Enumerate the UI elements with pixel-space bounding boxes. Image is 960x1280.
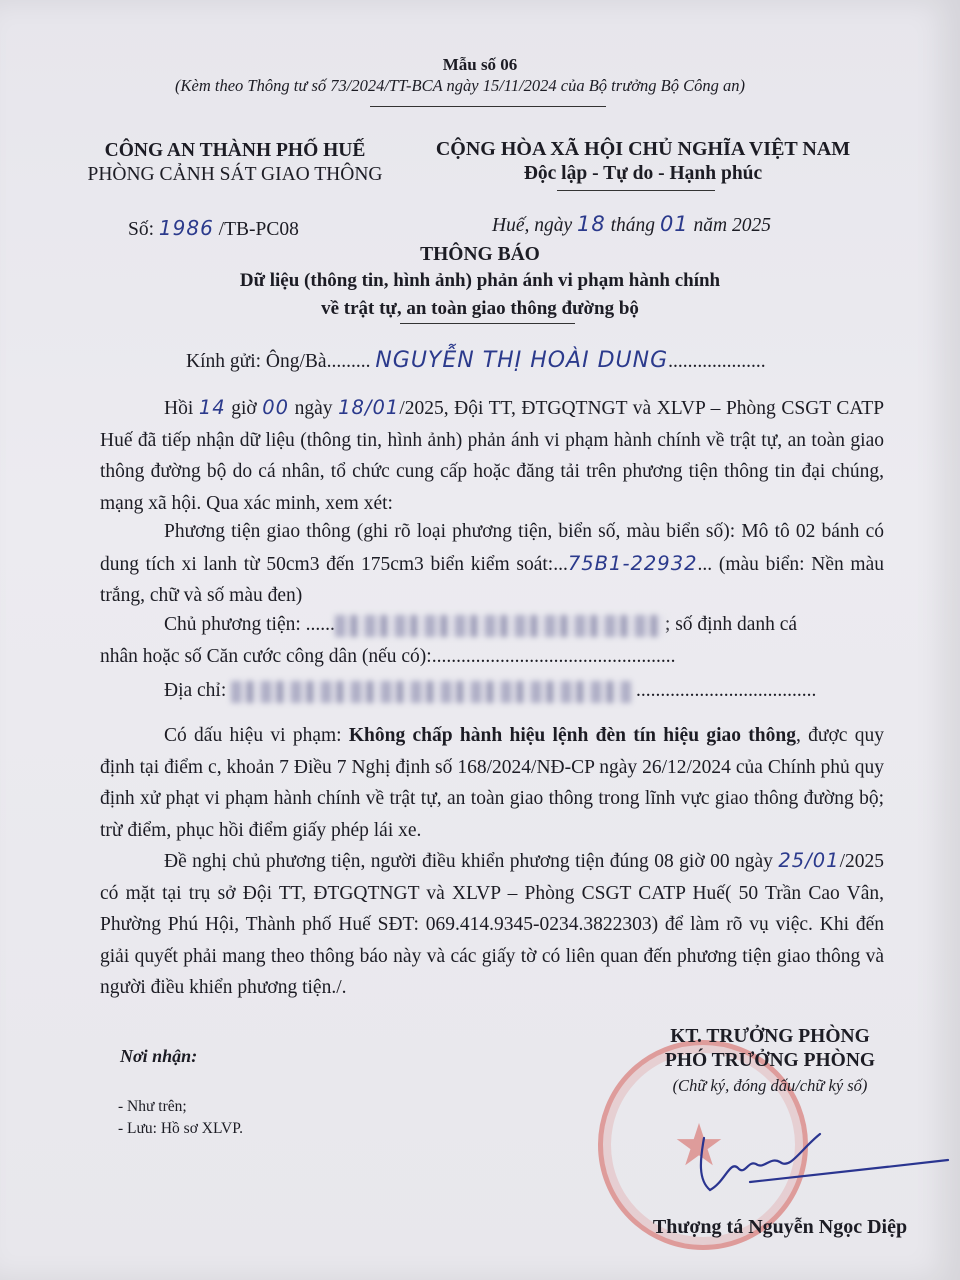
form-number: Mẫu số 06	[442, 55, 518, 74]
date-day: 18	[577, 212, 606, 236]
addressee: Kính gửi: Ông/Bà......... NGUYỄN THỊ HOÀI DUNG....................	[186, 348, 766, 373]
p1-date: 18/01	[338, 396, 400, 419]
vehicle-text: Phương tiện giao thông (ghi rõ loại phương tiện, biển số, màu biển số): Mô tô 02 bánh có dung tích xi lanh từ 50cm3 đến 175cm3 biển kiểm soát:	[100, 521, 884, 575]
nation-motto: Độc lập - Tự do - Hạnh phúc	[523, 163, 763, 184]
address-label: Địa chỉ:	[164, 680, 227, 701]
recipient-item: - Như trên;	[118, 1098, 187, 1115]
request-date: 25/01	[778, 849, 840, 872]
recipient-item: - Lưu: Hồ sơ XLVP.	[118, 1120, 243, 1137]
p1-text: /2025, Đội TT, ĐTGQTNGT và XLVP – Phòng CSGT CATP Huế đã tiếp nhận dữ liệu (thông tin, hình ảnh) phản ánh vi phạm hành chính về trật tự, an toàn giao thông đường bộ do cá nhân, tổ chức cung cấp hoặc đăng tải trên phương tiện thông tin đại chúng, mạng xã hội. Qua xác minh, xem xét:	[100, 398, 885, 514]
owner-tail: ; số định danh cá	[664, 614, 798, 635]
address-redacted	[231, 681, 631, 703]
paragraph-receipt	[100, 392, 884, 519]
date-month: 01	[659, 212, 689, 236]
divider	[370, 106, 606, 107]
request-text: /2025 có mặt tại trụ sở Đội TT, ĐTGQTNGT và XLVP – Phòng CSGT CATP Huế( 50 Trần Cao Vân, Phường Phú Hội, Thành phố Huế SĐT: 069.414.9345-0234.3822303) để làm rõ vụ việc. Khi đến giải quyết phải mang theo thông báo này và các giấy tờ có liên quan đến phương tiện giao thông và người điều khiển phương tiện./.	[100, 851, 885, 998]
p1-date-label: ngày	[294, 398, 333, 419]
number-suffix: /TB-PC08	[218, 219, 299, 240]
date-year: năm 2025	[693, 215, 772, 236]
document-subtitle-1: Dữ liệu (thông tin, hình ảnh) phản ánh vi phạm hành chính	[239, 270, 721, 291]
paragraph-violation	[100, 720, 884, 846]
violation-name: Không chấp hành hiệu lệnh đèn tín hiệu giao thông	[348, 725, 796, 746]
number-label: Số:	[128, 219, 155, 240]
owner-row: Chủ phương tiện: ...... ; số định danh cá	[164, 614, 798, 635]
signature-note: (Chữ ký, đóng dấu/chữ ký số)	[672, 1076, 868, 1095]
document-date	[492, 212, 771, 237]
violation-text: , được quy định tại điểm c, khoản 7 Điều 7 Nghị định số 168/2024/NĐ-CP ngày 26/12/2024 của Chính phủ quy định xử phạt vi phạm hành chính về trật tự, an toàn giao thông trong lĩnh vực giao thông đường bộ; trừ điểm, phục hồi điểm giấy phép lái xe.	[100, 725, 884, 841]
owner-redacted	[335, 615, 665, 637]
addressee-name: NGUYỄN THỊ HOÀI DUNG	[375, 348, 669, 373]
addressee-label: Kính gửi: Ông/Bà	[186, 351, 327, 372]
p1-hour: 14	[198, 396, 226, 419]
motto-underline	[557, 190, 715, 191]
signature-title-2: PHÓ TRƯỞNG PHÒNG	[664, 1050, 876, 1071]
paragraph-request	[100, 845, 884, 1004]
violation-label: Có dấu hiệu vi phạm:	[164, 725, 342, 746]
request-prefix: Đề nghị chủ phương tiện, người điều khiển phương tiện đúng 08 giờ 00 ngày	[164, 851, 773, 872]
form-reference: (Kèm theo Thông tư số 73/2024/TT-BCA ngày 15/11/2024 của Bộ trưởng Bộ Công an)	[175, 76, 745, 95]
document-number	[128, 216, 299, 241]
nation-title: CỘNG HÒA XÃ HỘI CHỦ NGHĨA VIỆT NAM	[435, 138, 851, 160]
agency-department: PHÒNG CẢNH SÁT GIAO THÔNG	[87, 164, 383, 185]
document-title: THÔNG BÁO	[420, 244, 540, 265]
agency-name: CÔNG AN THÀNH PHỐ HUẾ	[104, 140, 366, 161]
title-underline	[400, 323, 575, 324]
date-month-label: tháng	[610, 215, 656, 236]
id-row: nhân hoặc số Căn cước công dân (nếu có):..................................................	[100, 646, 676, 667]
paragraph-vehicle: Phương tiện giao thông (ghi rõ loại phương tiện, biển số, màu biển số): Mô tô 02 bánh có dung tích xi lanh từ 50cm3 đến 175cm3 biển kiểm soát:...75B1-22932... (màu biển: Nền màu trắng, chữ và số màu đen)	[100, 521, 884, 606]
p1-hour-label: giờ	[231, 398, 257, 419]
address-row: Địa chỉ: .....................................	[164, 680, 817, 701]
p1-minute: 00	[262, 396, 290, 419]
p1-prefix: Hồi	[164, 398, 194, 419]
owner-label: Chủ phương tiện:	[164, 614, 301, 635]
vehicle-plate-color: (màu biển: Nền màu trắng, chữ và số màu đen)	[100, 553, 884, 606]
signer-name: Thượng tá Nguyễn Ngọc Diệp	[652, 1216, 908, 1238]
date-prefix: Huế, ngày	[492, 215, 573, 236]
document-subtitle-2: về trật tự, an toàn giao thông đường bộ	[321, 298, 639, 319]
vehicle-plate: 75B1-22932	[567, 551, 698, 575]
recipients-title: Nơi nhận:	[120, 1046, 198, 1066]
signature-title-1: KT. TRƯỞNG PHÒNG	[670, 1026, 870, 1047]
id-label: nhân hoặc số Căn cước công dân (nếu có):	[100, 646, 432, 667]
handwritten-signature	[690, 1120, 950, 1200]
star-icon: ★	[673, 1113, 725, 1178]
number-handwritten: 1986	[158, 216, 214, 240]
